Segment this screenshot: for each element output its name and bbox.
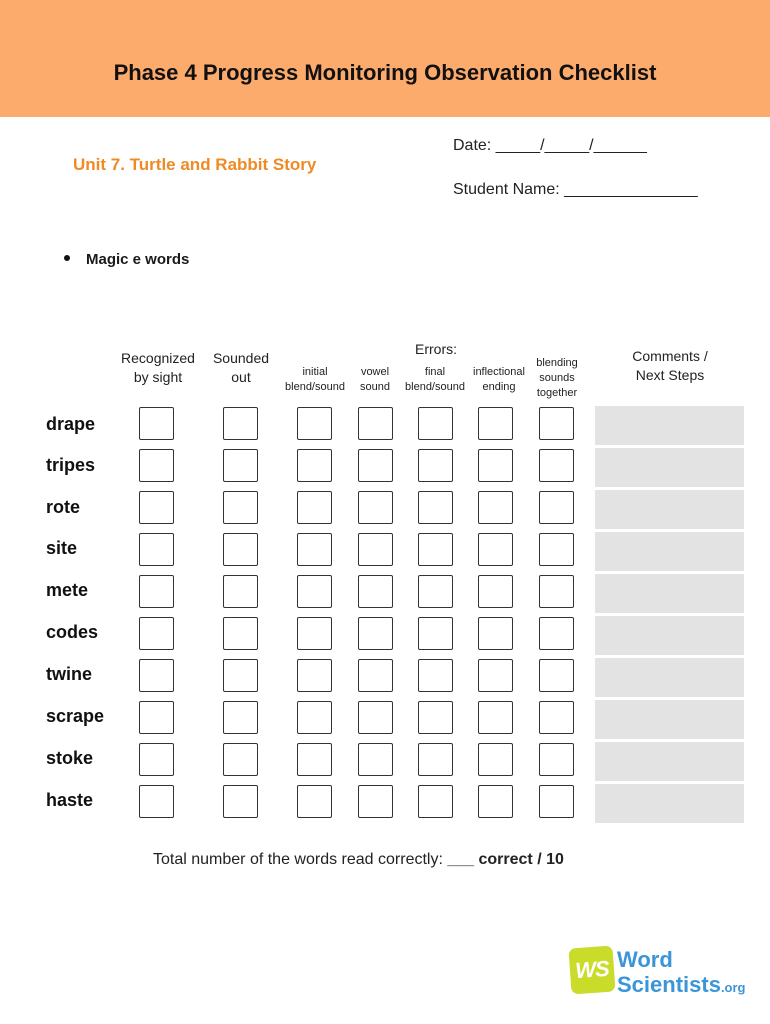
col-comments-header: [610, 347, 730, 385]
checkbox-vowel[interactable]: [358, 407, 393, 440]
word-label: codes: [46, 622, 99, 642]
word-category-label: Magic e words: [86, 251, 190, 268]
col-inflectional-line2: ending: [482, 381, 516, 393]
checkbox-final[interactable]: [418, 491, 453, 524]
checkbox-final[interactable]: [418, 743, 453, 776]
comment-cell[interactable]: [595, 658, 744, 697]
col-final-header: [400, 365, 470, 395]
checkbox-blending[interactable]: [539, 617, 574, 650]
word-label: drape: [46, 414, 96, 434]
word-label: scrape: [46, 706, 105, 726]
checkbox-sounded[interactable]: [223, 785, 258, 818]
col-vowel-line2: sound: [360, 381, 390, 393]
comment-cell[interactable]: [595, 574, 744, 613]
checkbox-inflectional[interactable]: [478, 533, 513, 566]
logo-line2-text: Scientists: [617, 972, 721, 997]
checkbox-recognized[interactable]: [139, 659, 174, 692]
checkbox-blending[interactable]: [539, 491, 574, 524]
date-field: Date: _____/_____/______: [453, 137, 647, 154]
checkbox-sounded[interactable]: [223, 449, 258, 482]
checkbox-inflectional[interactable]: [478, 701, 513, 734]
checkbox-recognized[interactable]: [139, 407, 174, 440]
checkbox-blending[interactable]: [539, 785, 574, 818]
comment-cell[interactable]: [595, 490, 744, 529]
col-comments-line1: Comments /: [632, 348, 708, 364]
checkbox-recognized[interactable]: [139, 449, 174, 482]
checkbox-sounded[interactable]: [223, 617, 258, 650]
checkbox-vowel[interactable]: [358, 785, 393, 818]
checkbox-inflectional[interactable]: [478, 575, 513, 608]
bullet-icon: [64, 255, 70, 261]
col-sounded-line1: Sounded: [212, 350, 270, 366]
total-blank: ___: [447, 851, 475, 868]
checkbox-sounded[interactable]: [223, 491, 258, 524]
total-prefix: Total number of the words read correctly:: [153, 851, 448, 868]
checkbox-recognized[interactable]: [139, 785, 174, 818]
checkbox-recognized[interactable]: [139, 743, 174, 776]
checkbox-sounded[interactable]: [223, 533, 258, 566]
checkbox-inflectional[interactable]: [478, 743, 513, 776]
checkbox-inflectional[interactable]: [478, 617, 513, 650]
word-label: site: [46, 538, 78, 558]
checkbox-final[interactable]: [418, 407, 453, 440]
checkbox-inflectional[interactable]: [478, 407, 513, 440]
word-label: stoke: [46, 748, 94, 768]
col-comments-line2: Next Steps: [635, 367, 705, 383]
comment-cell[interactable]: [595, 448, 744, 487]
checkbox-inflectional[interactable]: [478, 449, 513, 482]
col-vowel-line1: vowel: [360, 366, 390, 378]
word-label: rote: [46, 497, 81, 517]
checkbox-inflectional[interactable]: [478, 659, 513, 692]
checkbox-final[interactable]: [418, 659, 453, 692]
student-name-field: Student Name: _______________: [453, 181, 698, 198]
checkbox-vowel[interactable]: [358, 659, 393, 692]
col-blending-line3: together: [536, 387, 578, 399]
checkbox-vowel[interactable]: [358, 701, 393, 734]
col-blending-header: [530, 356, 584, 401]
col-initial-line1: initial: [302, 366, 328, 378]
col-final-line1: final: [424, 366, 446, 378]
checkbox-initial[interactable]: [297, 575, 332, 608]
col-blending-line2: sounds: [539, 372, 575, 384]
checkbox-sounded[interactable]: [223, 701, 258, 734]
word-label: twine: [46, 664, 93, 684]
checkbox-sounded[interactable]: [223, 407, 258, 440]
total-suffix: correct / 10: [474, 851, 564, 868]
checkbox-blending[interactable]: [539, 701, 574, 734]
checkbox-initial[interactable]: [297, 533, 332, 566]
checkbox-recognized[interactable]: [139, 617, 174, 650]
word-label: tripes: [46, 455, 96, 475]
checkbox-blending[interactable]: [539, 533, 574, 566]
checkbox-initial[interactable]: [297, 743, 332, 776]
checkbox-blending[interactable]: [539, 575, 574, 608]
col-initial-line2: blend/sound: [285, 381, 345, 393]
checkbox-inflectional[interactable]: [478, 491, 513, 524]
checkbox-initial[interactable]: [297, 449, 332, 482]
col-sounded-line2: out: [231, 369, 251, 385]
checkbox-initial[interactable]: [297, 491, 332, 524]
checkbox-initial[interactable]: [297, 659, 332, 692]
checkbox-vowel[interactable]: [358, 491, 393, 524]
checkbox-blending[interactable]: [539, 449, 574, 482]
checkbox-final[interactable]: [418, 533, 453, 566]
checkbox-inflectional[interactable]: [478, 785, 513, 818]
checkbox-recognized[interactable]: [139, 533, 174, 566]
comment-cell[interactable]: [595, 700, 744, 739]
checkbox-sounded[interactable]: [223, 743, 258, 776]
checkbox-final[interactable]: [418, 785, 453, 818]
checkbox-recognized[interactable]: [139, 701, 174, 734]
col-sounded-header: [204, 349, 278, 387]
word-label: mete: [46, 580, 89, 600]
checkbox-initial[interactable]: [297, 407, 332, 440]
header-banner: [0, 0, 770, 117]
checkbox-final[interactable]: [418, 575, 453, 608]
col-final-line2: blend/sound: [405, 381, 465, 393]
logo-badge-text: WS: [574, 955, 610, 984]
checkbox-recognized[interactable]: [139, 575, 174, 608]
col-initial-header: [280, 365, 350, 395]
checkbox-initial[interactable]: [297, 785, 332, 818]
checkbox-vowel[interactable]: [358, 449, 393, 482]
col-vowel-header: [350, 365, 400, 395]
checkbox-vowel[interactable]: [358, 575, 393, 608]
checkbox-final[interactable]: [418, 617, 453, 650]
unit-title: Unit 7. Turtle and Rabbit Story: [73, 155, 317, 174]
comment-cell[interactable]: [595, 406, 744, 445]
checkbox-sounded[interactable]: [223, 659, 258, 692]
checkbox-blending[interactable]: [539, 659, 574, 692]
checkbox-initial[interactable]: [297, 617, 332, 650]
logo-line1: Word: [617, 947, 673, 972]
col-recognized-line1: Recognized: [121, 350, 195, 366]
checkbox-recognized[interactable]: [139, 491, 174, 524]
col-inflectional-header: [468, 365, 530, 395]
col-inflectional-line1: inflectional: [473, 366, 525, 378]
checkbox-vowel[interactable]: [358, 533, 393, 566]
total-line: [153, 851, 564, 869]
checkbox-final[interactable]: [418, 449, 453, 482]
comment-cell[interactable]: [595, 784, 744, 823]
comment-cell[interactable]: [595, 742, 744, 781]
checkbox-blending[interactable]: [539, 407, 574, 440]
logo-badge: [568, 946, 615, 995]
col-recognized-header: [112, 349, 204, 387]
col-recognized-line2: by sight: [133, 369, 183, 385]
checkbox-blending[interactable]: [539, 743, 574, 776]
col-blending-line1: blending: [536, 357, 578, 369]
checkbox-vowel[interactable]: [358, 617, 393, 650]
word-label: haste: [46, 790, 94, 810]
comment-cell[interactable]: [595, 532, 744, 571]
word-category: [64, 251, 189, 268]
page-title: Phase 4 Progress Monitoring Observation Checklist: [113, 60, 657, 85]
logo-tld: .org: [720, 980, 746, 995]
checkbox-final[interactable]: [418, 701, 453, 734]
comment-cell[interactable]: [595, 616, 744, 655]
errors-label: Errors:: [415, 341, 457, 357]
checkbox-sounded[interactable]: [223, 575, 258, 608]
checkbox-initial[interactable]: [297, 701, 332, 734]
logo-line2: [617, 972, 746, 998]
checkbox-vowel[interactable]: [358, 743, 393, 776]
